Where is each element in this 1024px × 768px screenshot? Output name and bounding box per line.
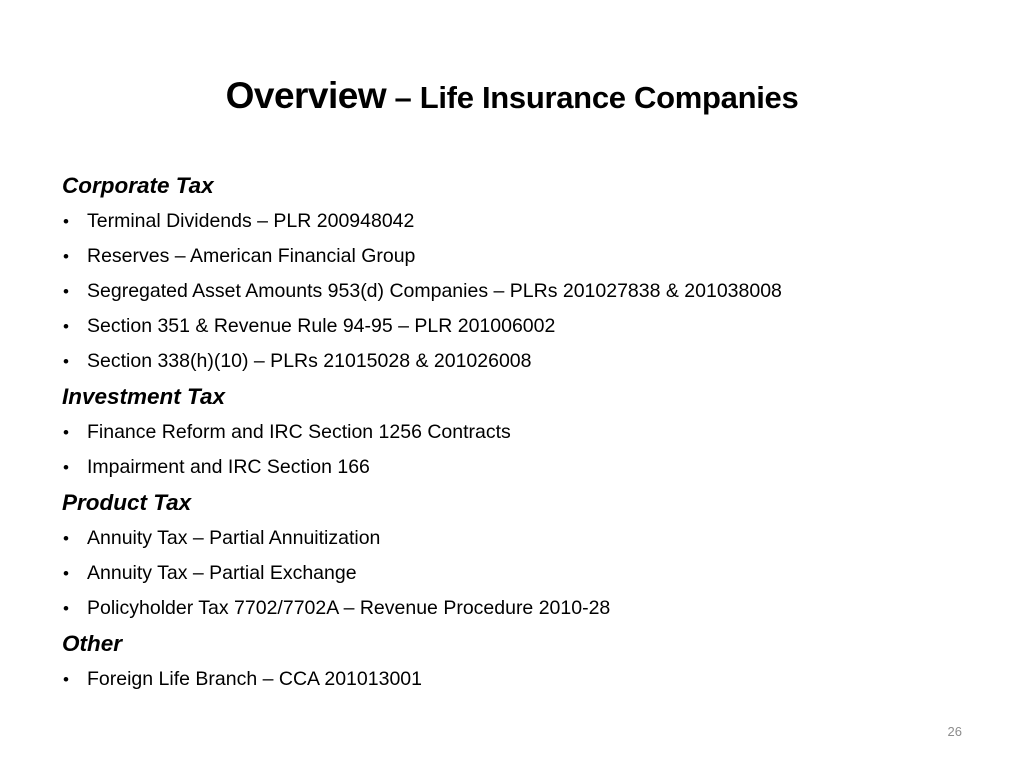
section-corporate-tax <box>62 168 982 379</box>
section-heading: Other <box>62 631 123 656</box>
bullet-icon: • <box>63 564 69 583</box>
list-item <box>62 344 982 379</box>
bullet-icon: • <box>63 352 69 371</box>
list-item-text: Section 338(h)(10) – PLRs 21015028 & 201026008 <box>87 350 532 372</box>
title-subtitle: – Life Insurance Companies <box>386 80 799 115</box>
section-heading: Product Tax <box>62 490 192 515</box>
bullet-list <box>62 662 982 697</box>
bullet-icon: • <box>63 282 69 301</box>
list-item-text: Annuity Tax – Partial Annuitization <box>87 527 381 549</box>
list-item-text: Annuity Tax – Partial Exchange <box>87 562 357 584</box>
page-number: 26 <box>947 724 962 739</box>
bullet-icon: • <box>63 423 69 442</box>
bullet-icon: • <box>63 529 69 548</box>
list-item <box>62 309 982 344</box>
section-heading: Investment Tax <box>62 384 225 409</box>
bullet-icon: • <box>63 212 69 231</box>
bullet-icon: • <box>63 317 69 336</box>
list-item <box>62 415 982 450</box>
bullet-icon: • <box>63 458 69 477</box>
list-item <box>62 521 982 556</box>
list-item <box>62 450 982 485</box>
list-item-text: Reserves – American Financial Group <box>87 245 416 267</box>
section-other <box>62 626 982 697</box>
section-product-tax <box>62 485 982 626</box>
title-main: Overview <box>225 75 387 116</box>
slide-title <box>0 74 1024 126</box>
bullet-list <box>62 204 982 379</box>
list-item-text: Foreign Life Branch – CCA 201013001 <box>87 668 422 690</box>
list-item-text: Terminal Dividends – PLR 200948042 <box>87 210 415 232</box>
list-item <box>62 204 982 239</box>
list-item-text: Policyholder Tax 7702/7702A – Revenue Procedure 2010-28 <box>87 597 611 619</box>
bullet-list <box>62 415 982 485</box>
list-item-text: Segregated Asset Amounts 953(d) Companies – PLRs 201027838 & 201038008 <box>87 280 782 302</box>
section-investment-tax <box>62 379 982 485</box>
list-item-text: Section 351 & Revenue Rule 94-95 – PLR 201006002 <box>87 315 556 337</box>
slide-content <box>62 168 982 697</box>
bullet-icon: • <box>63 247 69 266</box>
list-item <box>62 239 982 274</box>
bullet-list <box>62 521 982 626</box>
list-item <box>62 591 982 626</box>
list-item <box>62 556 982 591</box>
section-heading: Corporate Tax <box>62 173 214 198</box>
list-item <box>62 274 982 309</box>
list-item <box>62 662 982 697</box>
bullet-icon: • <box>63 599 69 618</box>
list-item-text: Finance Reform and IRC Section 1256 Contracts <box>87 421 511 443</box>
list-item-text: Impairment and IRC Section 166 <box>87 456 370 478</box>
bullet-icon: • <box>63 670 69 689</box>
